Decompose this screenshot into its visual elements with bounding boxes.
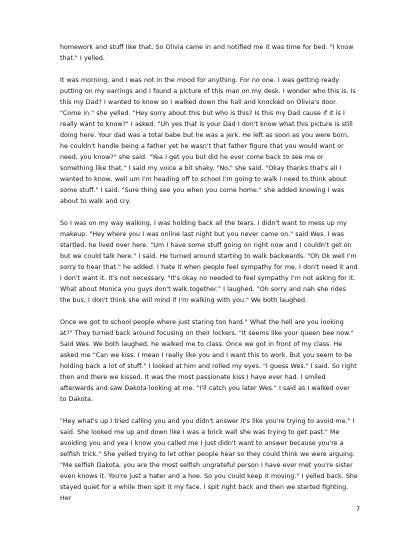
paragraph-gap (60, 306, 358, 317)
paragraph-gap (60, 64, 358, 75)
paragraph-1: homework and stuff like that. So Olivia came in and notified me it was time for bed. "I know that." I yelled. (60, 44, 354, 62)
paragraph-2: It was morning, and I was not in the mood for anything. For no one. I was getting ready putting on my earrings and I found a picture of this man on my desk. I wonder who this is. Is this my Dad? I wanted to know so I walked down the hall and knocked on Olivia's door. "Come in." she yelled. "Hey sorry about this but who is this? Is this my Dad cause if it is I really want to know?" I asked. "Uh yes that is your Dad I don't know what this picture is still doing here. Your dad was a total babe but he was a jerk. He left as soon as you were born, he couldn't handle being a father yet he wasn't that father figure that you would want or need, you know?" she said. "Yea I get you but did he ever come back to see me or something like that." I said my voice a bit shaky. "No." she said. "Okay thanks that's all I wanted to know, well um I'm heading off to school I'm going to walk I need to think about some stuff." I said. "Sure thing see you when you come home." she added knowing I was about to walk and cry. (60, 77, 356, 205)
paragraph-gap (60, 405, 358, 416)
paragraph-5: "Hey what's up I tried calling you and you didn't answer it's like you're trying to avoid me." I said. She looked me up and down like I was a brick wall she was trying to get past." Me avoiding you and yea I know you called me I just didn't want to answer because you're a selfish trick." She yelled trying to let other people hear so they could think we were arguing. "Me selfish Dakota, you are the most selfish ungrateful person I have ever met you're sister even knows it. You're just a hater and a hoe. So you could keep it moving." I yelled back. She stayed quiet for a while then spit it my face. I spit right back and then we started fighting. Her (60, 418, 358, 502)
paragraph-gap (60, 207, 358, 218)
paragraph-4: Once we got to school people where just staring too hard." What the hell are you looking at?" They turned back around focusing on their lockers. "It seems like your queen bee now." Said Wes. We both laughed, he walked me to class. Once we got in front of my class. He asked me "Can we kiss, I mean I really like you and I want this to work. But you seem to be holding back a lot of stuff." I looked at him and rolled my eyes. "I guess Wes." I said. So right then and there we kissed. It was the most passionate kiss I have ever had. I smiled afterwards and saw Dakota looking at me. "I'll catch you later Wes." I said as I walked over to Dakota. (60, 319, 357, 403)
paragraph-3: So I was on my way walking, I was holding back all the tears. I didn't want to mess up my makeup. "Hey where you I was online last night but you never came on." said Wes. I was startled, he lived over here. "Um I have some stuff going on right now and I couldn't get on but we could talk here." I said. He turned around starting to walk backwards. "Oh Ok well I'm sorry to hear that." he added. I hate it when people feel sympathy for me, I don't need it and I don't want it. It's not necessary. "It's okay no needed to feel sympathy I'm not asking for it. What about Monica you guys don't walk together." I laughed. "Oh sorry and nah she rides the bus, I don't think she will mind if I'm walking with you." We both laughed. (60, 220, 358, 304)
page-number: 7 (355, 506, 360, 513)
